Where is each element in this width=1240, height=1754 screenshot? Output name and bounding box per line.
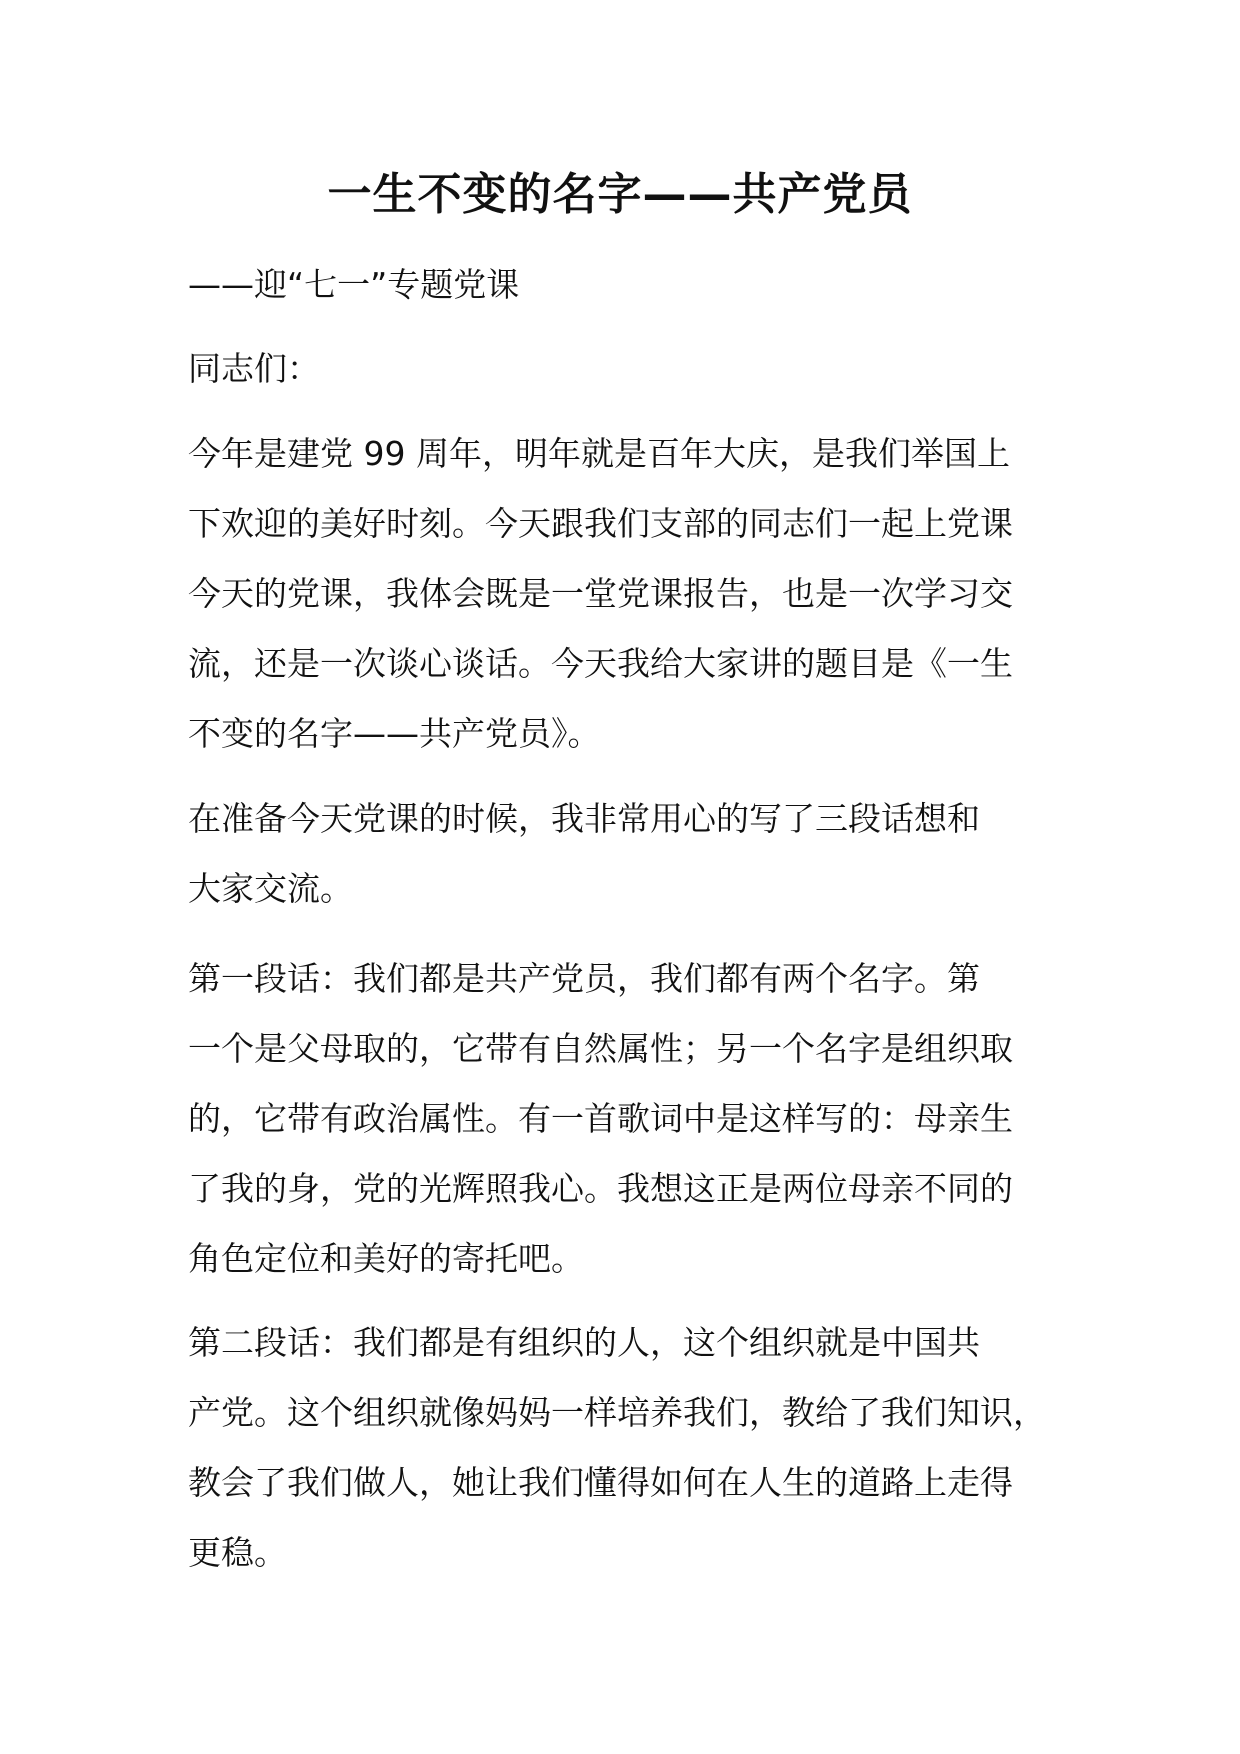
- paragraph-first-point: [188, 944, 1068, 1294]
- paragraph-line: 今年是建党 99 周年，明年就是百年大庆，是我们举国上: [188, 434, 1010, 473]
- paragraph-line: 今天的党课，我体会既是一堂党课报告，也是一次学习交: [188, 574, 1013, 613]
- paragraph-line: 第二段话：我们都是有组织的人，这个组织就是中国共: [188, 1323, 980, 1362]
- paragraph-line: 流，还是一次谈心谈话。今天我给大家讲的题目是《一生: [188, 644, 1013, 683]
- paragraph-line: 教会了我们做人，她让我们懂得如何在人生的道路上走得: [188, 1463, 1013, 1502]
- paragraph-line: 了我的身，党的光辉照我心。我想这正是两位母亲不同的: [188, 1169, 1013, 1208]
- paragraph-line: 不变的名字——共产党员》。: [188, 714, 601, 753]
- document-title: 一生不变的名字——共产党员: [327, 169, 913, 220]
- paragraph-line: 更稳。: [188, 1533, 287, 1572]
- paragraph-line: 角色定位和美好的寄托吧。: [188, 1239, 584, 1278]
- paragraph-line: 大家交流。: [188, 869, 353, 908]
- paragraph-line: 下欢迎的美好时刻。今天跟我们支部的同志们一起上党课: [188, 504, 1013, 543]
- document-subtitle: ——迎“七一”专题党课: [188, 265, 520, 304]
- paragraph-line: 的，它带有政治属性。有一首歌词中是这样写的：母亲生: [188, 1099, 1013, 1138]
- paragraph-second-point: [188, 1308, 1068, 1588]
- paragraph-intro: [188, 419, 1068, 769]
- salutation: 同志们：: [188, 349, 320, 388]
- paragraph-line: 一个是父母取的，它带有自然属性；另一个名字是组织取: [188, 1029, 1013, 1068]
- paragraph-preparation: [188, 784, 1068, 924]
- paragraph-line: 产党。这个组织就像妈妈一样培养我们，教给了我们知识，: [188, 1393, 1046, 1432]
- paragraph-line: 在准备今天党课的时候，我非常用心的写了三段话想和: [188, 799, 980, 838]
- paragraph-line: 第一段话：我们都是共产党员，我们都有两个名字。第: [188, 959, 980, 998]
